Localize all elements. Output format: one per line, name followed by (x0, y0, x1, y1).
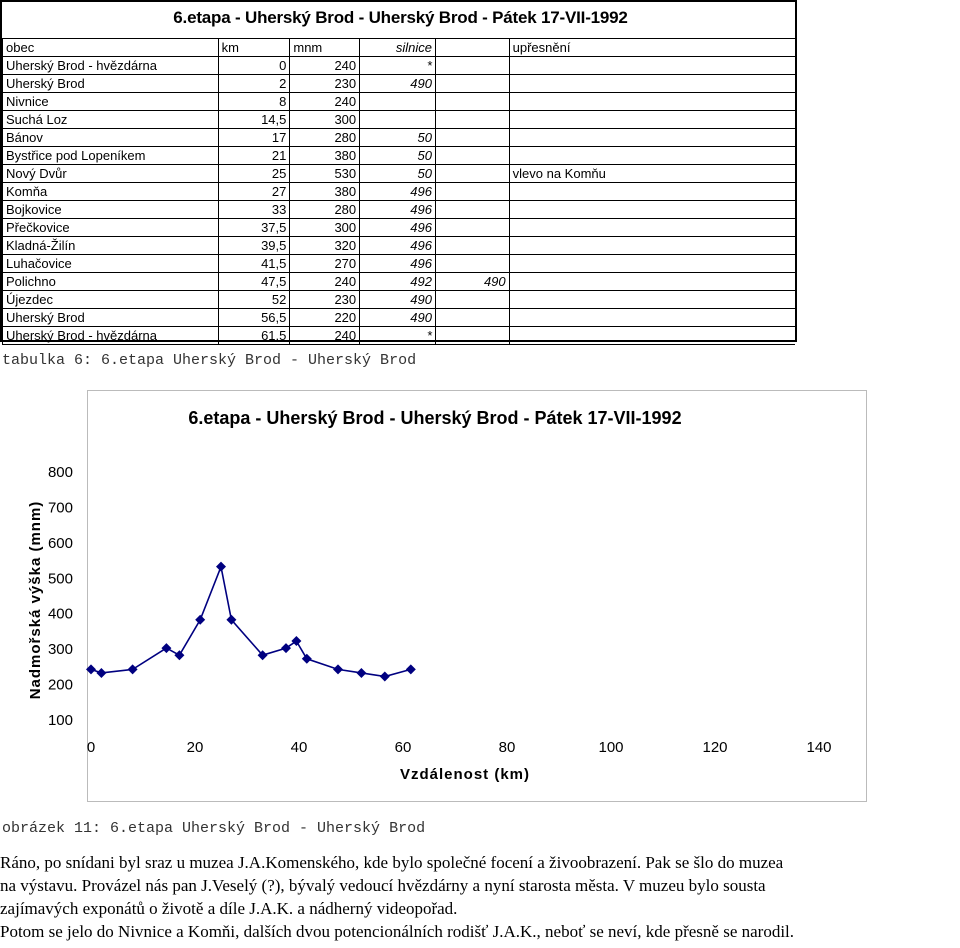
table-cell: Uherský Brod - hvězdárna (3, 57, 219, 75)
table-cell: Bystřice pod Lopeníkem (3, 147, 219, 165)
table-cell (435, 183, 509, 201)
table-cell: Bánov (3, 129, 219, 147)
table-cell: 230 (290, 291, 360, 309)
table-title: 6.etapa - Uherský Brod - Uherský Brod - Pátek 17-VII-1992 (173, 8, 628, 27)
x-tick-label: 80 (498, 739, 516, 756)
table-cell: Luhačovice (3, 255, 219, 273)
table-cell (509, 273, 795, 291)
table-cell (435, 111, 509, 129)
table-cell (509, 309, 795, 327)
table-cell: Přečkovice (3, 219, 219, 237)
table-cell: Uherský Brod (3, 309, 219, 327)
table-cell: 270 (290, 255, 360, 273)
table-cell: 320 (290, 237, 360, 255)
y-axis-label: Nadmořská výška (mnm) (27, 500, 44, 700)
table-row (3, 183, 796, 201)
table-cell (435, 129, 509, 147)
table-cell: 240 (290, 57, 360, 75)
table-cell: 496 (360, 219, 436, 237)
table-cell (435, 165, 509, 183)
table-cell (509, 201, 795, 219)
table-caption: tabulka 6: 6.etapa Uherský Brod - Uherský Brod (2, 352, 417, 369)
table-cell (509, 255, 795, 273)
table-row (3, 219, 796, 237)
table-cell (435, 147, 509, 165)
table-cell: 41,5 (218, 255, 290, 273)
table-cell: 530 (290, 165, 360, 183)
table-row (3, 111, 796, 129)
data-point-marker (406, 664, 416, 674)
figure-caption: obrázek 11: 6.etapa Uherský Brod - Uherský Brod (2, 820, 426, 837)
y-tick-label: 200 (47, 676, 73, 694)
data-point-marker (96, 668, 106, 678)
paragraph-line-4: Potom se jelo do Nivnice a Komňi, dalších dvou potencionálních rodišť J.A.K., neboť se neví, kde přesně se narodil. (0, 922, 795, 941)
table-row (3, 147, 796, 165)
table-cell: 300 (290, 219, 360, 237)
data-point-marker (291, 636, 301, 646)
table-cell: 240 (290, 327, 360, 345)
table-cell: 56,5 (218, 309, 290, 327)
table-cell (435, 201, 509, 219)
table-cell: vlevo na Komňu (509, 165, 795, 183)
table-cell: 39,5 (218, 237, 290, 255)
y-tick-label: 500 (47, 570, 73, 588)
table-cell (360, 111, 436, 129)
table-cell: 0 (218, 57, 290, 75)
table-header-cell: silnice (360, 39, 436, 57)
table-cell: 14,5 (218, 111, 290, 129)
table-cell: 490 (435, 273, 509, 291)
table-cell (509, 93, 795, 111)
table-cell (509, 219, 795, 237)
table-cell: Suchá Loz (3, 111, 219, 129)
table-cell: 380 (290, 147, 360, 165)
table-cell: 490 (360, 291, 436, 309)
table-cell: 8 (218, 93, 290, 111)
table-cell: 27 (218, 183, 290, 201)
y-tick-label: 400 (47, 605, 73, 623)
table-cell (435, 327, 509, 345)
elevation-series-line (91, 567, 411, 677)
table-cell: 21 (218, 147, 290, 165)
x-tick-label: 40 (290, 739, 308, 756)
table-cell: 61,5 (218, 327, 290, 345)
table-cell: Nový Dvůr (3, 165, 219, 183)
table-cell (360, 93, 436, 111)
table-cell: 50 (360, 165, 436, 183)
table-header-cell: upřesnění (509, 39, 795, 57)
table-cell: 33 (218, 201, 290, 219)
table-cell: Uherský Brod (3, 75, 219, 93)
table-row (3, 57, 796, 75)
table-cell: Polichno (3, 273, 219, 291)
table-cell (435, 255, 509, 273)
table-cell: 496 (360, 183, 436, 201)
table-cell: 52 (218, 291, 290, 309)
table-header-cell: km (218, 39, 290, 57)
table-cell: 496 (360, 255, 436, 273)
x-tick-label: 60 (394, 739, 412, 756)
y-tick-label: 700 (47, 499, 73, 517)
table-header-cell: obec (3, 39, 219, 57)
table-cell: 17 (218, 129, 290, 147)
table-cell: Uherský Brod - hvězdárna (3, 327, 219, 345)
table-row (3, 75, 796, 93)
data-point-marker (302, 654, 312, 664)
paragraph-line-2: na výstavu. Provázel nás pan J.Veselý (?), bývalý vedoucí hvězdárny a nyní starosta města. V muzeu bylo sousta (0, 876, 766, 895)
table-row (3, 291, 796, 309)
table-cell (509, 57, 795, 75)
table-row (3, 327, 796, 345)
data-point-marker (380, 671, 390, 681)
y-tick-label: 100 (47, 712, 73, 729)
table-cell (435, 75, 509, 93)
table-cell: 2 (218, 75, 290, 93)
table-cell: 380 (290, 183, 360, 201)
data-point-marker (216, 562, 226, 572)
table-cell: 490 (360, 75, 436, 93)
table-cell: 240 (290, 93, 360, 111)
table-cell (509, 327, 795, 345)
table-row (3, 129, 796, 147)
x-axis-label: Vzdálenost (km) (399, 766, 531, 783)
table-cell: 220 (290, 309, 360, 327)
table-cell: Kladná-Žilín (3, 237, 219, 255)
table-cell: 496 (360, 201, 436, 219)
table-row (3, 309, 796, 327)
table-cell (435, 93, 509, 111)
table-header-cell: mnm (290, 39, 360, 57)
table-cell (435, 309, 509, 327)
table-cell: 47,5 (218, 273, 290, 291)
table-cell (509, 129, 795, 147)
table-cell: 492 (360, 273, 436, 291)
table-cell (509, 111, 795, 129)
table-cell: Újezdec (3, 291, 219, 309)
table-row (3, 237, 796, 255)
table-cell (435, 291, 509, 309)
table-header-cell (435, 39, 509, 57)
table-cell (509, 291, 795, 309)
table-cell (509, 237, 795, 255)
table-cell: Komňa (3, 183, 219, 201)
table-cell: 50 (360, 129, 436, 147)
table-cell: 240 (290, 273, 360, 291)
data-point-marker (195, 615, 205, 625)
paragraph-line-1: Ráno, po snídani byl sraz u muzea J.A.Komenského, kde bylo společné focení a živoobrazení. Pak se šlo do muzea (0, 853, 784, 872)
table-cell: * (360, 327, 436, 345)
x-tick-label: 100 (598, 739, 624, 756)
table-cell (435, 219, 509, 237)
table-header-row (3, 39, 796, 57)
table-cell (435, 57, 509, 75)
table-cell (435, 237, 509, 255)
table-cell: Nivnice (3, 93, 219, 111)
y-tick-label: 800 (47, 464, 73, 481)
table-row (3, 273, 796, 291)
table-cell: 37,5 (218, 219, 290, 237)
table-cell: Bojkovice (3, 201, 219, 219)
table-row (3, 201, 796, 219)
y-tick-label: 600 (47, 534, 73, 552)
table-cell (509, 147, 795, 165)
data-point-marker (356, 668, 366, 678)
y-tick-label: 300 (47, 641, 73, 659)
x-tick-label: 140 (806, 739, 832, 756)
x-tick-label: 20 (186, 739, 204, 756)
table-row (3, 93, 796, 111)
table-cell: 280 (290, 201, 360, 219)
table-row (3, 255, 796, 273)
table-cell (509, 75, 795, 93)
paragraph-line-3: zajímavých exponátů o životě a díle J.A.K. a nádherný videopořad. (0, 899, 458, 918)
data-point-marker (161, 643, 171, 653)
table-cell: 230 (290, 75, 360, 93)
route-table (2, 38, 795, 345)
table-cell: 25 (218, 165, 290, 183)
chart-title: 6.etapa - Uherský Brod - Uherský Brod - Pátek 17-VII-1992 (188, 408, 682, 428)
table-cell (509, 183, 795, 201)
data-point-marker (128, 664, 138, 674)
data-point-marker (333, 664, 343, 674)
table-cell: 300 (290, 111, 360, 129)
table-cell: 490 (360, 309, 436, 327)
data-point-marker (281, 643, 291, 653)
table-cell: * (360, 57, 436, 75)
table-cell: 496 (360, 237, 436, 255)
data-point-marker (86, 664, 96, 674)
elevation-chart (0, 390, 960, 810)
table-row (3, 165, 796, 183)
x-tick-label: 120 (702, 739, 728, 756)
table-cell: 50 (360, 147, 436, 165)
table-cell: 280 (290, 129, 360, 147)
data-point-marker (174, 650, 184, 660)
route-table-box (0, 0, 797, 342)
x-tick-label: 0 (86, 739, 96, 756)
